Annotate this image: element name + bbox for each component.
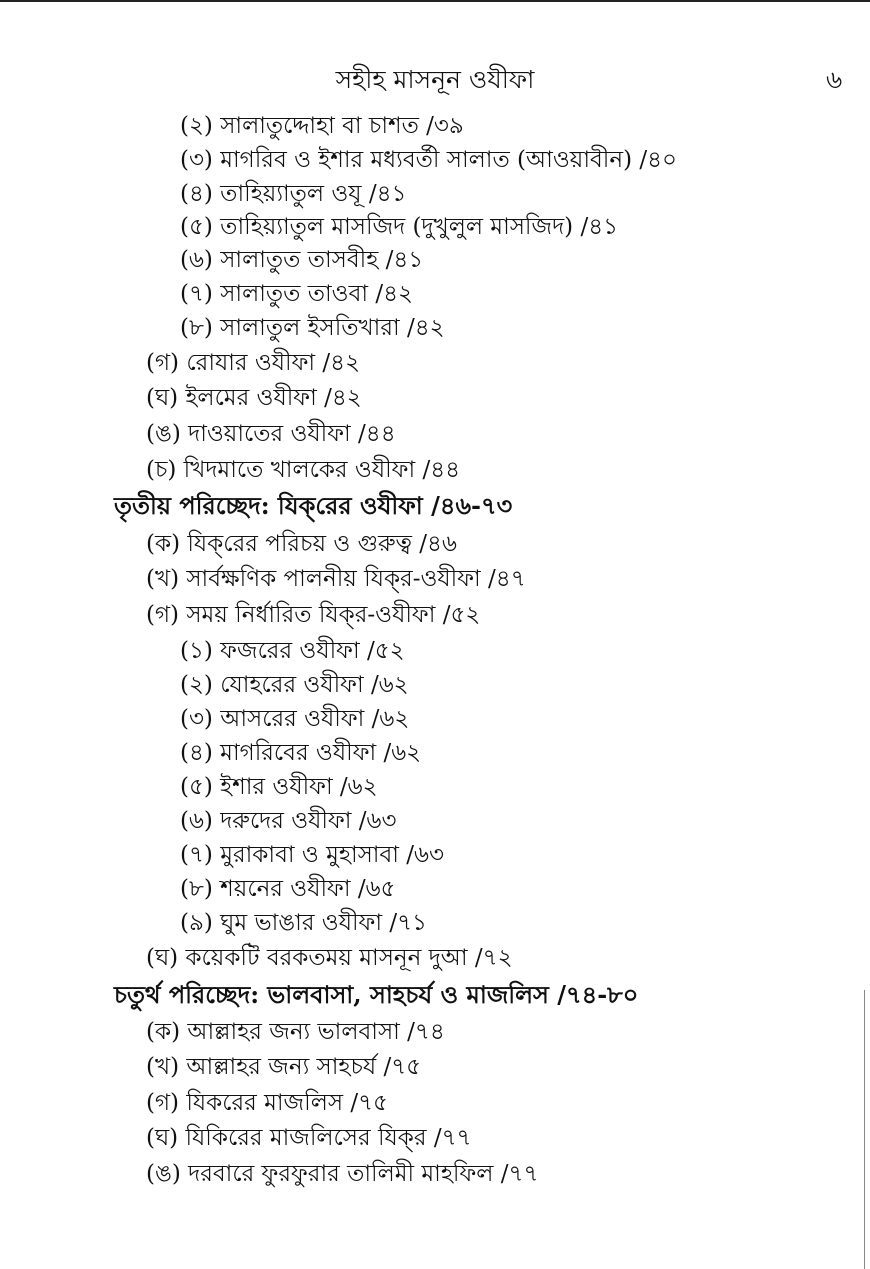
toc-entry-timed-zikr: (গ) সময় নির্ধারিত যিক্‌র-ওযীফা /৫২	[146, 602, 481, 628]
toc-chapter-three: তৃতীয় পরিচ্ছেদ: যিক্‌রের ওযীফা /৪৬-৭৩	[114, 491, 513, 520]
toc-entry-isha-wazifa: (৫) ইশার ওযীফা /৬২	[180, 774, 378, 800]
toc-entry-maghrib-wazifa: (৪) মাগরিবের ওযীফা /৬২	[180, 740, 422, 766]
toc-entry-constant-zikr: (খ) সার্বক্ষণিক পালনীয় যিক্‌র-ওযীফা /৪৭	[146, 566, 526, 592]
toc-entry-zuhr-wazifa: (২) যোহরের ওযীফা /৬২	[180, 672, 409, 698]
scan-margin-line	[864, 990, 865, 1269]
toc-entry-furfura-mahfil: (ঙ) দরবারে ফুরফুরার তালিমী মাহফিল /৭৭	[146, 1161, 539, 1187]
toc-entry-waking-wazifa: (৯) ঘুম ভাঙার ওযীফা /৭১	[180, 910, 427, 936]
toc-entry-fajr-wazifa: (১) ফজরের ওযীফা /৫২	[180, 638, 405, 664]
toc-entry-tahiyyatul-masjid: (৫) তাহিয়্যাতুল মাসজিদ (দুখুলুল মাসজিদ) /৪১	[180, 214, 619, 240]
toc-entry-company-for-allah: (খ) আল্লাহর জন্য সাহচর্য /৭৫	[146, 1054, 422, 1080]
top-edge-rule	[0, 0, 870, 2]
running-header-title: সহীহ মাসনূন ওযীফা	[335, 65, 535, 94]
toc-entry-roza-wazifa: (গ) রোযার ওযীফা /৪২	[146, 350, 361, 376]
toc-entry-durood-wazifa: (৬) দরুদের ওযীফা /৬৩	[180, 808, 397, 834]
toc-entry-majlis-zikr: (ঘ) যিকিরের মাজলিসের যিক্‌র /৭৭	[146, 1125, 472, 1151]
toc-entry-awwabin: (৩) মাগরিব ও ইশার মধ্যবর্তী সালাত (আওয়াবীন) /৪০	[180, 147, 678, 173]
toc-entry-muraqaba: (৭) মুরাকাবা ও মুহাসাবা /৬৩	[180, 842, 444, 868]
toc-entry-salatud-doha: (২) সালাতুদ্দোহা বা চাশত /৩৯	[180, 113, 464, 139]
toc-entry-love-for-allah: (ক) আল্লাহর জন্য ভালবাসা /৭৪	[146, 1019, 445, 1045]
toc-entry-ilm-wazifa: (ঘ) ইলমের ওযীফা /৪২	[146, 385, 362, 411]
toc-entry-istikhara: (৮) সালাতুল ইসতিখারা /৪২	[180, 315, 445, 341]
toc-entry-zikr-majlis: (গ) যিকরের মাজলিস /৭৫	[146, 1090, 388, 1116]
toc-chapter-four: চতুর্থ পরিচ্ছেদ: ভালবাসা, সাহচর্য ও মাজলিস /৭৪-৮০	[114, 980, 639, 1009]
toc-entry-salatut-tasbih: (৬) সালাতুত তাসবীহ /৪১	[180, 247, 424, 273]
toc-entry-masnun-dua: (ঘ) কয়েকটি বরকতময় মাসনূন দুআ /৭২	[146, 945, 513, 971]
toc-entry-dawat-wazifa: (ঙ) দাওয়াতের ওযীফা /৪৪	[146, 421, 396, 447]
toc-entry-zikr-intro: (ক) যিক্‌রের পরিচয় ও গুরুত্ব /৪৬	[146, 531, 457, 557]
toc-entry-salatut-tawba: (৭) সালাতুত তাওবা /৪২	[180, 281, 413, 307]
page-number: ৬	[826, 65, 843, 94]
toc-entry-khidmat-wazifa: (চ) খিদমাতে খালকের ওযীফা /৪৪	[146, 457, 461, 483]
toc-entry-tahiyyatul-wudu: (৪) তাহিয়্যাতুল ওযূ /৪১	[180, 181, 407, 207]
toc-entry-sleep-wazifa: (৮) শয়নের ওযীফা /৬৫	[180, 876, 396, 902]
toc-entry-asr-wazifa: (৩) আসরের ওযীফা /৬২	[180, 706, 410, 732]
